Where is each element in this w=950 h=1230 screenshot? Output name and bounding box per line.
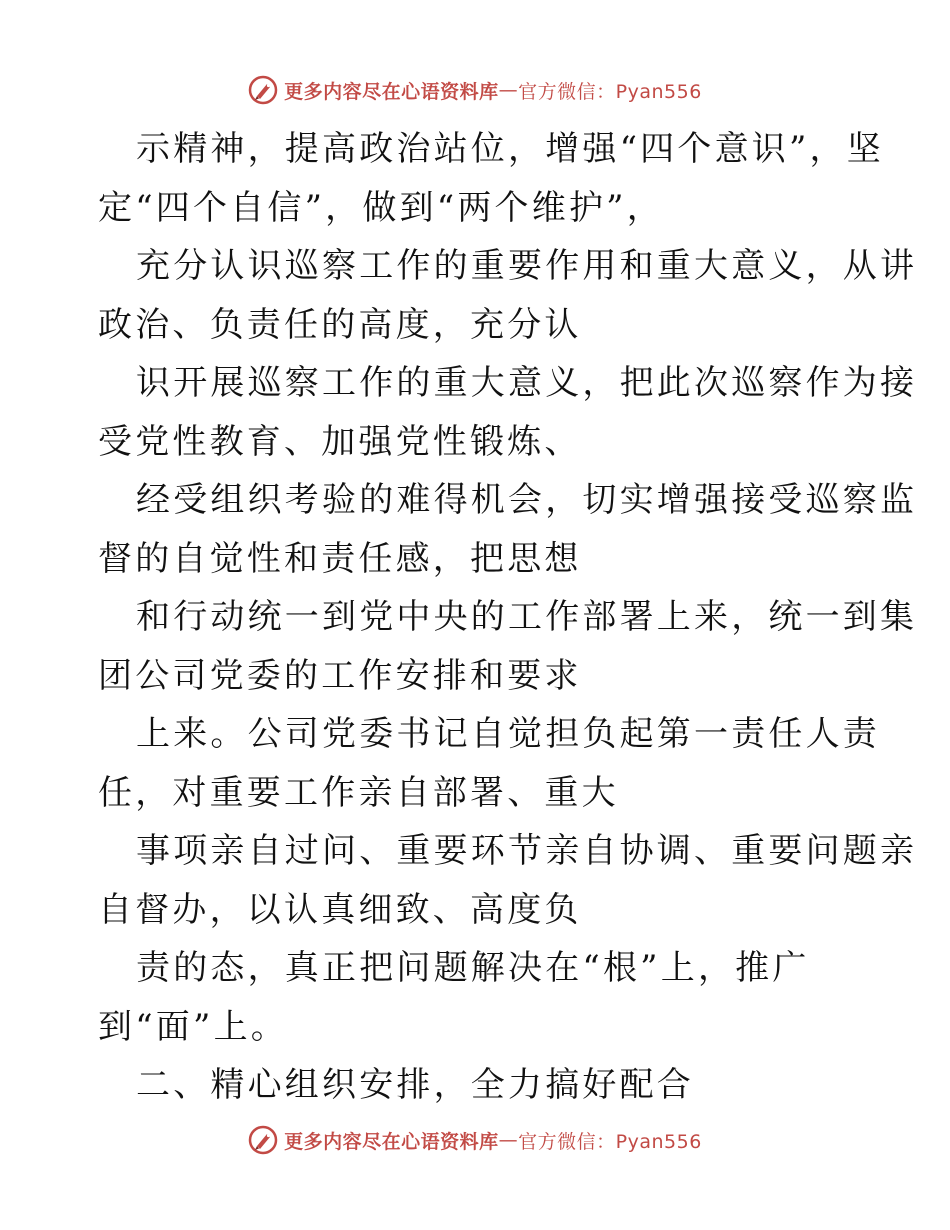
- banner-separator: —: [498, 79, 519, 101]
- document-body: [98, 120, 918, 1115]
- text-line: 受党性教育、加强党性锻炼、: [98, 421, 582, 462]
- text-line: 上来。公司党委书记自觉担负起第一责任人责: [136, 714, 880, 754]
- footer-watermark-banner: [0, 1124, 950, 1156]
- text-line: 任，对重要工作亲自部署、重大: [98, 772, 619, 813]
- text-line: 自督办，以认真细致、高度负: [98, 889, 582, 930]
- text-line: 督的自觉性和责任感，把思想: [98, 538, 582, 579]
- text-line: 识开展巡察工作的重大意义，把此次巡察作为接: [136, 363, 918, 403]
- banner-wechat-text: 官方微信：Pyan556: [518, 1130, 702, 1153]
- header-watermark-banner: [0, 74, 950, 106]
- banner-site-text: 更多内容尽在心语资料库: [284, 1130, 499, 1153]
- banner-wechat-text: 官方微信：Pyan556: [518, 80, 702, 103]
- text-line: 到“面”上。: [98, 1006, 288, 1047]
- pen-logo-icon: [248, 1125, 278, 1155]
- text-line: 定“四个自信”，做到“两个维护”，: [98, 187, 664, 228]
- text-line: 和行动统一到党中央的工作部署上来，统一到集: [136, 597, 918, 637]
- text-line: 团公司党委的工作安排和要求: [98, 655, 582, 696]
- text-line: 示精神，提高政治站位，增强“四个意识”，坚: [136, 129, 884, 169]
- text-line: 充分认识巡察工作的重要作用和重大意义，从讲: [136, 246, 918, 286]
- text-line: 事项亲自过问、重要环节亲自协调、重要问题亲: [136, 831, 918, 871]
- text-line: 经受组织考验的难得机会，切实增强接受巡察监: [136, 480, 918, 520]
- text-line: 责的态，真正把问题解决在“根”上，推广: [136, 948, 810, 988]
- banner-separator: —: [498, 1129, 519, 1151]
- banner-site-text: 更多内容尽在心语资料库: [284, 80, 499, 103]
- pen-logo-icon: [248, 75, 278, 105]
- text-line: 二、精心组织安排，全力搞好配合: [136, 1065, 694, 1105]
- text-line: 政治、负责任的高度，充分认: [98, 304, 582, 345]
